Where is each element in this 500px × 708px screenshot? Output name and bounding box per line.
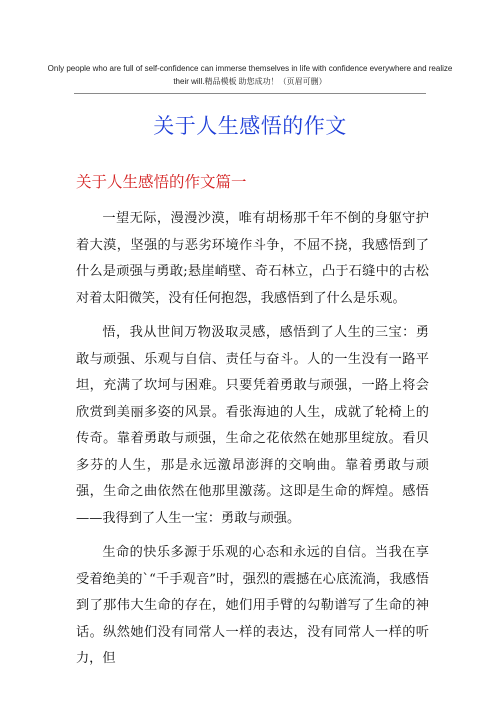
paragraph-3: 生命的快乐多源于乐观的心态和永远的自信。当我在享受着绝美的`“千手观音”时，强烈的震撼在心底流淌，我感悟到了那伟大生命的存在，她们用手臂的勾勒谱写了生命的神话。纵然她们没有同常人一样的表达，没有同常人一样的听力，但: [76, 545, 429, 666]
header-divider: [74, 93, 426, 94]
paragraph-2: 悟，我从世间万物汲取灵感，感悟到了人生的三宝：勇敢与顽强、乐观与自信、责任与奋斗。人的一生没有一路平坦，充满了坎坷与困难。只要凭着勇敢与顽强，一路上将会欣赏到美丽多姿的风景。看张海迪的人生，成就了轮椅上的传奇。靠着勇敢与顽强，生命之花依然在她那里绽放。看贝多芬的人生，那是永远激昂澎湃的交响曲。靠着勇敢与顽强，生命之曲依然在他那里激荡。这即是生命的辉煌。感悟——我得到了人生一宝：勇敢与顽强。: [76, 325, 429, 526]
document-title: 关于人生感悟的作文: [153, 114, 347, 138]
page-header-text: Only people who are full of self-confidence can immerse themselves in life with confidence everywhere and realize their will.精品模板 助您成功！（页眉可删）: [47, 64, 453, 86]
section-title: 关于人生感悟的作文篇一: [76, 173, 247, 191]
paragraph-1: 一望无际，漫漫沙漠，唯有胡杨那千年不倒的身躯守护着大漠，坚强的与恶劣环境作斗争，不屈不挠，我感悟到了什么是顽强与勇敢;悬崖峭壁、奇石林立，凸于石缝中的古松对着太阳微笑，没有任何抱怨，我感悟到了什么是乐观。: [76, 211, 429, 306]
